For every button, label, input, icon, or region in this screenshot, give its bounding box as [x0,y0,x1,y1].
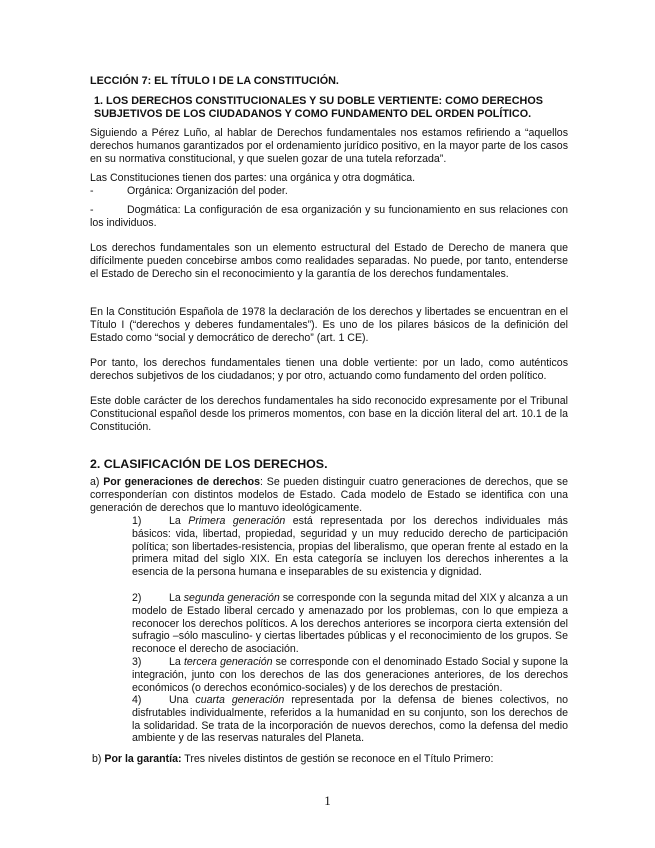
paragraph-definition: Siguiendo a Pérez Luño, al hablar de Derechos fundamentales nos estamos refiriendo a “aquellos derechos humanos garantizados por el ordenamiento jurídico positivo, en la mayor parte de los casos en su normativa constitucional, y que suelen gozar de una tutela reforzada”. [90,127,568,165]
generation-4-number: 4) [132,694,142,706]
list-item-dogmatica-text: Dogmática: La configuración de esa organización y su funcionamiento en sus relaciones con los individuos. [90,204,568,229]
generation-4-term: cuarta generación [195,694,285,706]
item-a-prefix: a) [90,476,100,488]
list-item-dogmatica [90,204,568,230]
section-2-heading: 2. CLASIFICACIÓN DE LOS DERECHOS. [90,457,328,471]
item-b-text: Tres niveles distintos de gestión se reconoce en el Título Primero: [181,753,494,765]
paragraph-tribunal: Este doble carácter de los derechos fundamentales ha sido reconocido expresamente por el Tribunal Constitucional español desde los primeros momentos, con base en la dicción literal del art. 10.1 de la Constitución. [90,395,568,433]
generation-3-term: tercera generación [183,656,273,668]
paragraph-garantia [92,753,568,766]
generation-4 [132,694,568,745]
paragraph-generaciones [90,476,568,514]
page-number: 1 [324,793,331,808]
item-a-text: : Se pueden distinguir cuatro generaciones de derechos, que se corresponderían con distintos modelos de Estado. Cada modelo de Estado se identifica con una generación de derechos que lo mantuvo ideológicamente. [90,476,568,514]
paragraph-constitucion-1978: En la Constitución Española de 1978 la declaración de los derechos y libertades se encuentran en el Título I (“derechos y deberes fundamentales”). Es uno de los pilares básicos de la definición del Estado como “social y democrático de derecho” (art. 1 CE). [90,306,568,344]
section-1-heading: 1. LOS DERECHOS CONSTITUCIONALES Y SU DOBLE VERTIENTE: COMO DERECHOS SUBJETIVOS DE LOS CIUDADANOS Y COMO FUNDAMENTO DEL ORDEN POLÍTICO. [94,95,543,120]
dash-marker: - [90,204,94,216]
generation-4-text: representada por la defensa de bienes colectivos, no disfrutables individualmente, referidos a la humanidad en su conjunto, son los derechos de la solidaridad. Se trata de la incorporación de nuevos derechos, como la defensa del medio ambiente y de las reservas naturales del Planeta. [132,694,568,745]
generation-3-text: se corresponde con el denominado Estado Social y supone la integración, junto con los derechos de las dos generaciones anteriores, de los derechos económicos (o derechos económico-sociales) y de los derechos de prestación. [132,656,568,694]
lesson-title: LECCIÓN 7: EL TÍTULO I DE LA CONSTITUCIÓN. [90,75,339,87]
paragraph-constitution-parts: Las Constituciones tienen dos partes: una orgánica y otra dogmática. [90,172,416,184]
item-a-label: Por generaciones de derechos [103,476,261,488]
paragraph-estado-derecho: Los derechos fundamentales son un elemento estructural del Estado de Derecho de manera que difícilmente pueden concebirse ambos como realidades separadas. No puede, por tanto, entenderse el Estado de Derecho sin el reconocimiento y la garantía de los derechos fundamentales. [90,242,568,280]
generation-4-pre: Una [169,694,196,706]
generation-2-pre: La [169,592,184,604]
item-b-prefix: b) [92,753,102,765]
generation-2-text: se corresponde con la segunda mitad del XIX y alcanza a un modelo de Estado liberal cercado y amenazado por los problemas, con lo que empieza a reconocer los derechos políticos. A los derechos anteriores se incorpora cierta extensión del sufragio –sólo masculino- y ciertas libertades públicas y el reconocimiento de los grupos. Se reconoce el derecho de asociación. [132,592,568,656]
generation-1-pre: La [169,515,189,527]
generation-3-pre: La [169,656,184,668]
generation-2-number: 2) [132,592,142,604]
generation-1 [132,515,568,579]
generation-1-number: 1) [132,515,142,527]
generation-3 [132,656,568,694]
list-item-organica-text: Orgánica: Organización del poder. [127,185,288,197]
paragraph-doble-vertiente: Por tanto, los derechos fundamentales tienen una doble vertiente: por un lado, como auténticos derechos subjetivos de los ciudadanos; y por otro, actuando como fundamento del orden político. [90,357,568,382]
generation-2-term: segunda generación [183,592,280,604]
dash-marker: - [90,185,94,197]
generation-1-text: está representada por los derechos individuales más básicos: vida, libertad, propiedad, seguridad y un muy reducido derecho de participación política; son libertades-resistencia, propias del liberalismo, que operan frente al estado en la primera mitad del siglo XIX. En esta categoría se incluyen los derechos inherentes a la esencia de la persona humana e inseparables de su existencia y dignidad. [132,515,568,579]
item-b-label: Por la garantía: [104,753,182,765]
generation-3-number: 3) [132,656,142,668]
generation-1-term: Primera generación [188,515,286,527]
generation-2 [132,592,568,656]
